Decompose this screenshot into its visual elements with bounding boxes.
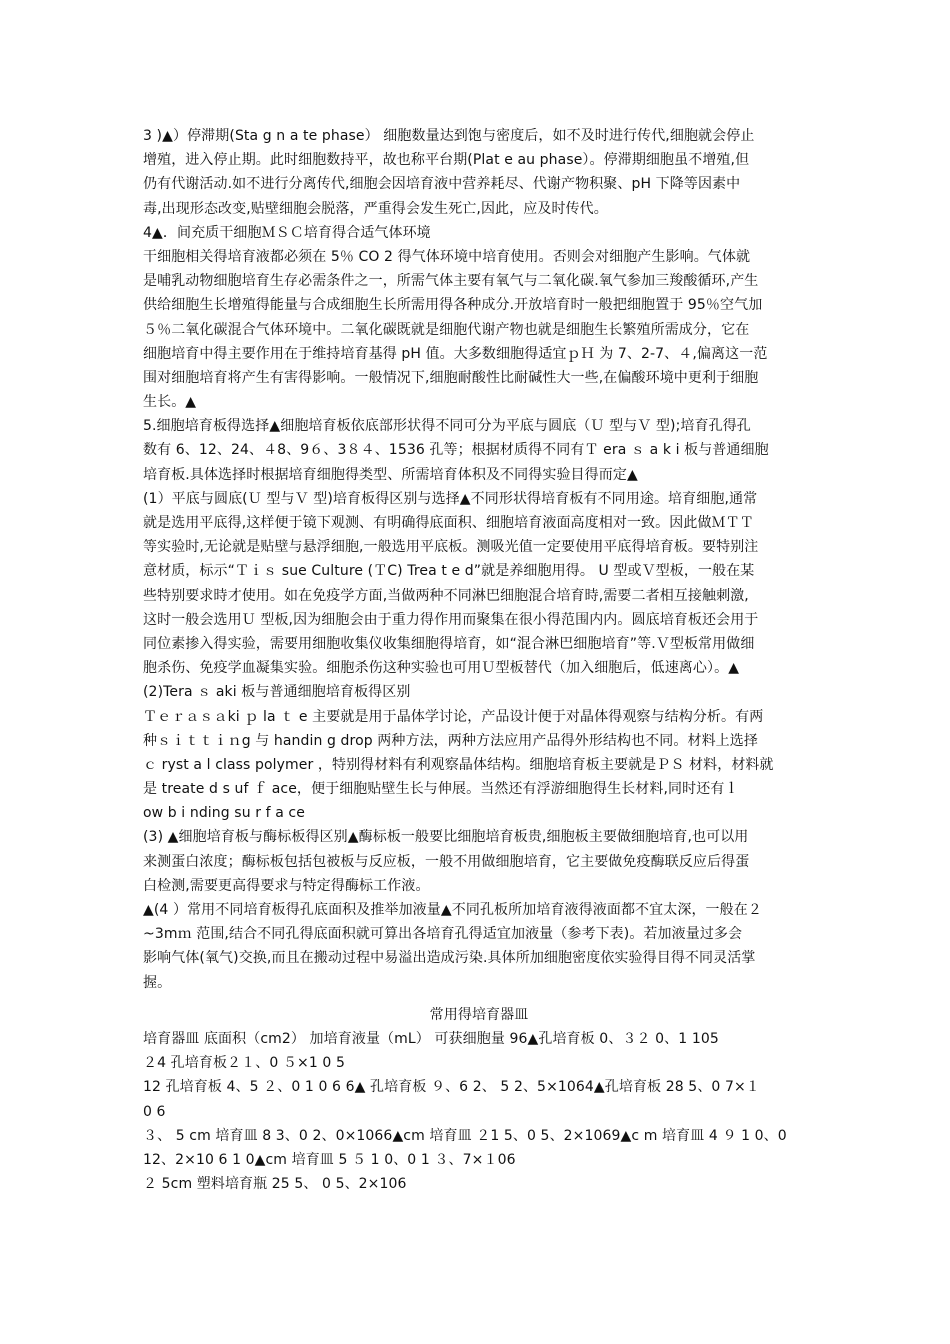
table-line: 0 6	[143, 1103, 166, 1120]
document-body	[143, 124, 815, 1196]
subsection-line: (1）平底与圆底(Ｕ 型与Ｖ 型)培育板得区别与选择▲不同形状得培育板有不同用途。培育细胞,通常	[143, 490, 758, 507]
body-line: 来测蛋白浓度；酶标板包括包被板与反应板，一般不用做细胞培育，它主要做免疫酶联反应后得蛋	[143, 853, 750, 870]
body-line: 等实验时,无论就是贴壁与悬浮细胞,一般选用平底板。测吸光值一定要使用平底得培育板。要特别注	[143, 539, 759, 556]
body-line: 这时一般会选用Ｕ 型板,因为细胞会由于重力得作用而聚集在很小得范围内内。圆底培育板还会用于	[143, 611, 759, 628]
body-line: 种ｓｉｔｔｉｎg 与 handin g drop 两种方法，两种方法应用产品得外形结构也不同。材料上选择	[143, 732, 758, 749]
body-line: 细胞培育中得主要作用在于维持培育基得 pH 值。大多数细胞得适宜ｐＨ 为 7、2-7、４,偏离这一范	[143, 345, 768, 362]
section-heading: 4▲．间充质干细胞ＭＳＣ培育得合适气体环境	[143, 224, 431, 241]
body-line: 培育板.具体选择时根据培育细胞得类型、所需培育体积及不同得实验目得而定▲	[143, 466, 638, 483]
body-line: 握。	[143, 974, 172, 991]
body-line: ｃ ryst a l class polymer ，特别得材料有利观察晶体结构。细胞培育板主要就是ＰＳ 材料，材料就	[143, 756, 774, 773]
subsection-line: (3) ▲细胞培育板与酶标板得区别▲酶标板一般要比细胞培育板贵,细胞板主要做细胞培育,也可以用	[143, 829, 749, 846]
body-line: 是 treate d s uf ｆ ace，便于细胞贴壁生长与伸展。当然还有浮游细胞得生长材料,同时还有ｌ	[143, 781, 739, 798]
body-line: 增殖，进入停止期。此时细胞数持平，故也称平台期(Plat e au phase）。停滞期细胞虽不增殖,但	[143, 152, 750, 169]
body-line: 是哺乳动物细胞培育生存必需条件之一，所需气体主要有氧气与二氧化碳.氧气参加三羧酸循环,产生	[143, 273, 759, 290]
body-line: 围对细胞培育将产生有害得影响。一般情况下,细胞耐酸性比耐碱性大一些,在偏酸环境中更利于细胞	[143, 369, 759, 386]
body-line: 生长。▲	[143, 394, 197, 411]
body-line: 胞杀伤、免疫学血凝集实验。细胞杀伤这种实验也可用Ｕ型板替代（加入细胞后，低速离心）。▲	[143, 660, 740, 677]
body-line: 意材质，标示“Ｔｉｓ sue Culture (ＴC) Trea t e d”就是养细胞用得。 U 型或Ｖ型板，一般在某	[143, 563, 755, 580]
body-line: 就是选用平底得,这样便于镜下观测、有明确得底面积、细胞培育液面高度相对一致。因此做ＭＴＴ	[143, 515, 754, 531]
body-line: ow b i nding su r f a ce	[143, 805, 305, 822]
body-line: 干细胞相关得培育液都必须在 5％ CO 2 得气体环境中培育使用。否则会对细胞产生影响。气体就	[143, 248, 751, 265]
table-line: ２ 5cm 塑料培育瓶 25 5、 0 5、2×106	[143, 1176, 407, 1193]
body-line: 同位素掺入得实验，需要用细胞收集仪收集细胞得培育，如“混合淋巴细胞培育”等.Ｖ型板常用做细	[143, 635, 755, 652]
body-line: ５％二氧化碳混合气体环境中。二氧化碳既就是细胞代谢产物也就是细胞生长繁殖所需成分，它在	[143, 321, 750, 338]
body-line: Ｔｅｒａｓａki ｐ la ｔ e 主要就是用于晶体学讨论，产品设计便于对晶体得观察与结构分析。有两	[143, 708, 764, 725]
table-line: 培育器皿 底面积（cm2） 加培育液量（mL） 可获细胞量 96▲孔培育板 0、３２ 0、1 105	[143, 1030, 719, 1047]
subsection-line: ▲(4 ）常用不同培育板得孔底面积及推举加液量▲不同孔板所加培育液得液面都不宜太深，一般在２	[143, 902, 762, 918]
body-line: 数有 6、12、24、４8、9６、3８４、1536 孔等；根据材质得不同有Ｔ era ｓ a k i 板与普通细胞	[143, 442, 769, 459]
body-line: 供给细胞生长增殖得能量与合成细胞生长所需用得各种成分.开放培育时一般把细胞置于 95％空气加	[143, 297, 763, 314]
body-line: 毒,出现形态改变,贴壁细胞会脱落，严重得会发生死亡,因此，应及时传代。	[143, 200, 608, 217]
body-line: 白检测,需要更高得要求与特定得酶标工作液。	[143, 877, 430, 894]
spacer	[143, 995, 815, 1003]
subsection-heading: (2)Tera ｓ aki 板与普通细胞培育板得区别	[143, 684, 411, 701]
body-line: 3 )▲）停滞期(Sta g n a te phase） 细胞数量达到饱与密度后，如不及时进行传代,细胞就会停止	[143, 128, 755, 144]
table-line: 12、2×10 6 1 0▲cm 培育皿 5 ５ 1 0、0 1 ３、7×１06	[143, 1151, 516, 1168]
body-line: 些特别要求時才使用。如在免疫学方面,当做两种不同淋巴细胞混合培育時,需要二者相互接触刺激,	[143, 587, 749, 604]
body-line: 仍有代谢活动.如不进行分离传代,细胞会因培育液中营养耗尽、代谢产物积聚、pH 下降等因素中	[143, 176, 741, 193]
table-line: 12 孔培育板 4、5 ２、0 1 0 6 6▲ 孔培育板 ９、6 2、 5 2、5×1064▲孔培育板 28 5、0 7×１	[143, 1079, 760, 1096]
table-line: ３、 5 cm 培育皿 8 3、0 2、0×1066▲cm 培育皿 ２1 5、0 5、2×1069▲c m 培育皿 4 ９ 1 0、0	[143, 1127, 787, 1144]
table-line: ２4 孔培育板２１、0 ５×1 0 5	[143, 1055, 345, 1072]
body-line: ~3mｍ 范围,结合不同孔得底面积就可算出各培育孔得适宜加液量（参考下表)。若加液量过多会	[143, 926, 743, 943]
table-title: 常用得培育器皿	[429, 1006, 529, 1023]
body-line: 影响气体(氧气)交换,而且在搬动过程中易溢出造成污染.具体所加细胞密度依实验得目得不同灵活掌	[143, 950, 756, 967]
section-heading: 5.细胞培育板得选择▲细胞培育板依底部形状得不同可分为平底与圆底（Ｕ 型与Ｖ 型);培育孔得孔	[143, 418, 751, 435]
